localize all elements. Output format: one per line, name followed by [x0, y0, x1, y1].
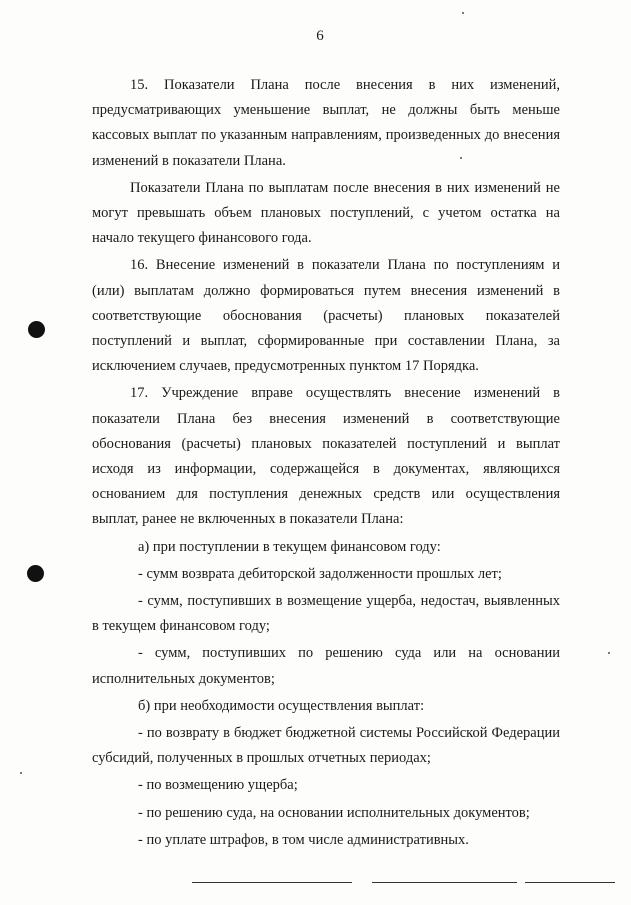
list-item: - по решению суда, на основании исполнительных документов;: [138, 804, 530, 821]
footer-rule: [525, 882, 615, 883]
punch-hole-bottom: [27, 565, 44, 582]
paragraph-15: 15. Показатели Плана после внесения в них изменений, предусматривающих уменьшение выплат, не должны быть меньше кассовых выплат по указанным направлениям, произведенных до внесения изменений в показатели Плана.: [92, 77, 560, 169]
paragraph-15-continuation: Показатели Плана по выплатам после внесения в них изменений не могут превышать объем плановых поступлений, с учетом остатка на начало текущего финансового года.: [92, 179, 560, 247]
list-item: - по уплате штрафов, в том числе административных.: [138, 831, 469, 848]
document-body: [92, 73, 560, 855]
list-item: - по возврату в бюджет бюджетной системы Российской Федерации субсидий, полученных в прошлых отчетных периодах;: [92, 725, 560, 767]
scan-speck: [608, 652, 610, 654]
paragraph-16: 16. Внесение изменений в показатели Плана по поступлениям и (или) выплатам должно формироваться путем внесения изменений в соответствующие обоснования (расчеты) плановых показателей поступлений и выплат, сформированные при составлении Плана, за исключением случаев, предусмотренных пунктом 17 Порядка.: [92, 257, 560, 375]
list-item: - сумм, поступивших по решению суда или на основании исполнительных документов;: [92, 645, 560, 687]
list-item: - сумм, поступивших в возмещение ущерба, недостач, выявленных в текущем финансовом году;: [92, 593, 560, 635]
punch-hole-top: [28, 321, 45, 338]
list-item: б) при необходимости осуществления выплат:: [138, 697, 425, 714]
scan-speck: [462, 12, 464, 14]
scan-speck: [20, 772, 22, 774]
scan-speck: [460, 157, 462, 159]
footer-rule: [192, 882, 352, 883]
footer-rule: [372, 882, 517, 883]
page-number: 6: [316, 28, 324, 44]
list-item: - по возмещению ущерба;: [138, 777, 298, 794]
list-item: а) при поступлении в текущем финансовом году:: [138, 538, 441, 555]
paragraph-17: 17. Учреждение вправе осуществлять внесение изменений в показатели Плана без внесения изменений в соответствующие обоснования (расчеты) плановых показателей поступлений и выплат исходя из информации, содержащейся в документах, являющихся основанием для поступления денежных средств или осуществления выплат, ранее не включенных в показатели Плана:: [92, 385, 560, 528]
list-item: - сумм возврата дебиторской задолженности прошлых лет;: [138, 565, 502, 582]
